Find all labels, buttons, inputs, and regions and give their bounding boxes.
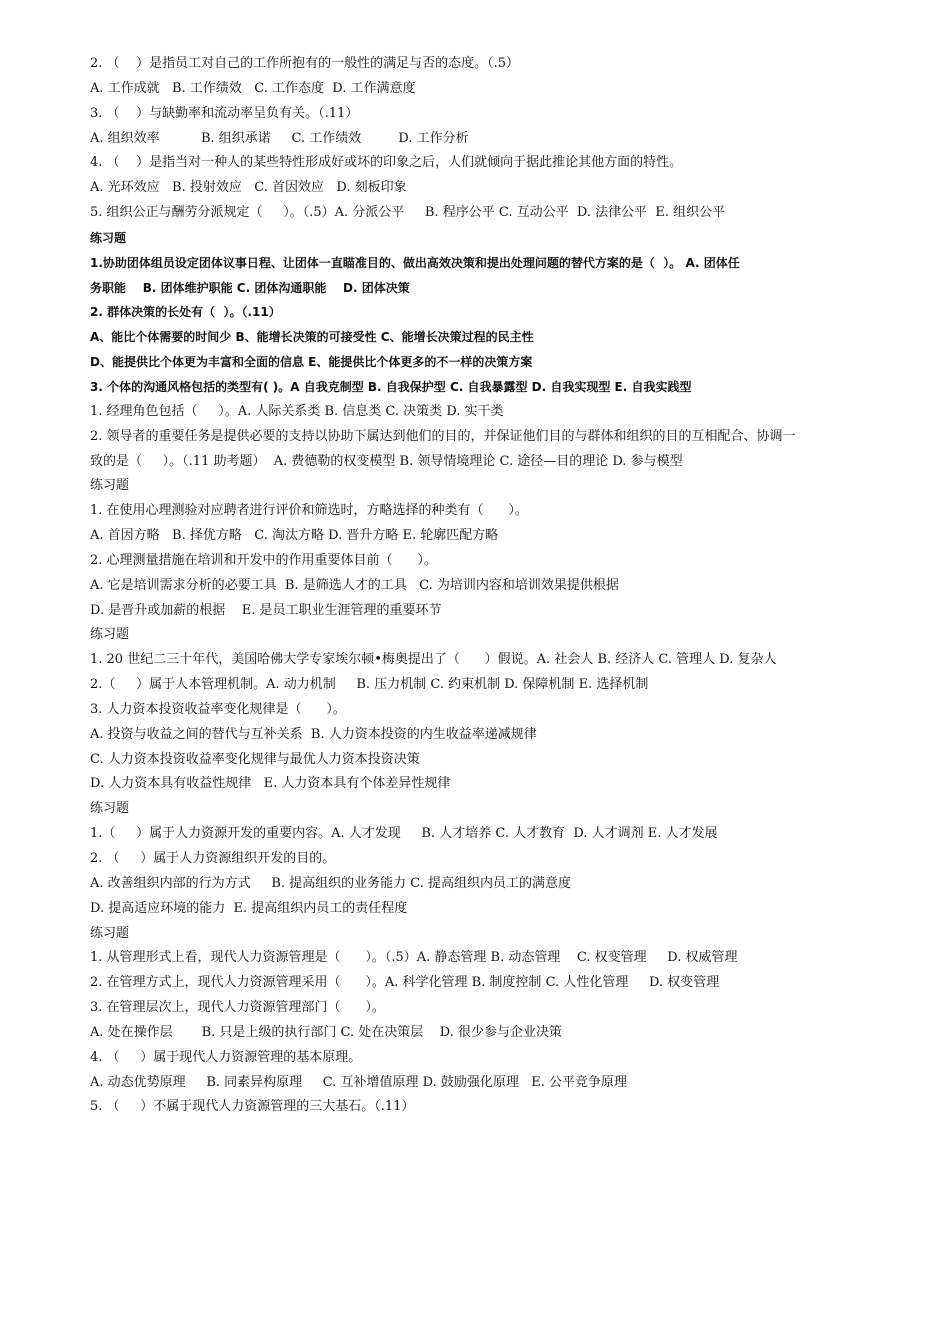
text-line: 1.协助团体组员设定团体议事日程、让团体一直瞄准目的、做出高效决策和提出处理问题的替代方案的是（ ）。 A. 团体任	[90, 255, 740, 270]
section-heading: 练习题	[90, 478, 130, 494]
text-line: 1. 在使用心理测验对应聘者进行评价和筛选时，方略选择的种类有（ ）。	[90, 503, 528, 519]
text-line: 4. （ ）是指当对一种人的某些特性形成好或坏的印象之后，人们就倾向于据此推论其他方面的特性。	[90, 155, 683, 171]
text-line: 1.（ ）属于人力资源开发的重要内容。A. 人才发现 B. 人才培养 C. 人才教育 D. 人才调剂 E. 人才发展	[90, 826, 718, 842]
section-heading: 练习题	[90, 925, 130, 941]
text-line: A. 工作成就 B. 工作绩效 C. 工作态度 D. 工作满意度	[90, 80, 416, 96]
text-line: 2. 心理测量措施在培训和开发中的作用重要体目前（ ）。	[90, 552, 437, 568]
text-line: 2. 在管理方式上，现代人力资源管理采用（ ）。A. 科学化管理 B. 制度控制 C. 人性化管理 D. 权变管理	[90, 975, 720, 991]
text-line: 3. 个体的沟通风格包括的类型有( )。A 自我克制型 B. 自我保护型 C. 自我暴露型 D. 自我实现型 E. 自我实践型	[90, 379, 692, 394]
text-line: 2. 领导者的重要任务是提供必要的支持以协助下属达到他们的目的，并保证他们目的与群体和组织的目的互相配合、协调一	[90, 428, 796, 444]
text-line: 2. （ ）属于人力资源组织开发的目的。	[90, 851, 336, 866]
text-line: D. 提高适应环境的能力 E. 提高组织内员工的责任程度	[90, 900, 408, 916]
text-line: A. 动态优势原理 B. 同素异构原理 C. 互补增值原理 D. 鼓励强化原理 E. 公平竞争原理	[90, 1074, 628, 1090]
section-heading: 练习题	[90, 230, 127, 245]
text-line: A. 投资与收益之间的替代与互补关系 B. 人力资本投资的内生收益率递减规律	[90, 726, 537, 742]
document-body	[90, 52, 890, 1120]
section-heading: 练习题	[90, 627, 130, 643]
text-line: 3. 人力资本投资收益率变化规律是（ ）。	[90, 701, 346, 717]
text-line: 5. 组织公正与酬劳分派规定（ ）。（.5）A. 分派公平 B. 程序公平 C. 互动公平 D. 法律公平 E. 组织公平	[90, 205, 726, 221]
text-line: A. 改善组织内部的行为方式 B. 提高组织的业务能力 C. 提高组织内员工的满意度	[90, 875, 572, 891]
text-line: 4. （ ）属于现代人力资源管理的基本原理。	[90, 1049, 362, 1065]
text-line: C. 人力资本投资收益率变化规律与最优人力资本投资决策	[90, 751, 420, 767]
text-line: A. 处在操作层 B. 只是上级的执行部门 C. 处在决策层 D. 很少参与企业决策	[90, 1024, 563, 1040]
text-line: 2.（ ）属于人本管理机制。A. 动力机制 B. 压力机制 C. 约束机制 D. 保障机制 E. 选择机制	[90, 677, 649, 693]
text-line: A. 首因方略 B. 择优方略 C. 淘汰方略 D. 晋升方略 E. 轮廓匹配方略	[90, 528, 499, 544]
text-line: 3. 在管理层次上，现代人力资源管理部门（ ）。	[90, 1000, 385, 1016]
text-line: 务职能 B. 团体维护职能 C. 团体沟通职能 D. 团体决策	[90, 280, 410, 295]
text-line: 致的是（ ）。（.11 助考题） A. 费德勒的权变模型 B. 领导情境理论 C. 途径—目的理论 D. 参与模型	[90, 453, 683, 469]
text-line: 1. 从管理形式上看，现代人力资源管理是（ ）。（.5）A. 静态管理 B. 动态管理 C. 权变管理 D. 权威管理	[90, 950, 738, 966]
text-line: D. 人力资本具有收益性规律 E. 人力资本具有个体差异性规律	[90, 776, 451, 792]
text-line: A、能比个体需要的时间少 B、能增长决策的可接受性 C、能增长决策过程的民主性	[90, 330, 534, 345]
text-line: A. 它是培训需求分析的必要工具 B. 是筛选人才的工具 C. 为培训内容和培训效果提供根据	[90, 577, 619, 593]
text-line: 2. （ ）是指员工对自己的工作所抱有的一般性的满足与否的态度。（.5）	[90, 56, 519, 71]
text-line: D. 是晋升或加薪的根据 E. 是员工职业生涯管理的重要环节	[90, 602, 442, 618]
text-line: 1. 经理角色包括（ ）。A. 人际关系类 B. 信息类 C. 决策类 D. 实干类	[90, 403, 504, 419]
text-line: A. 组织效率 B. 组织承诺 C. 工作绩效 D. 工作分析	[90, 130, 469, 146]
text-line: D、能提供比个体更为丰富和全面的信息 E、能提供比个体更多的不一样的决策方案	[90, 355, 533, 370]
text-line: 3. （ ）与缺勤率和流动率呈负有关。（.11）	[90, 105, 359, 121]
text-line: 1. 20 世纪二三十年代，美国哈佛大学专家埃尔顿•梅奥提出了（ ）假说。A. 社会人 B. 经济人 C. 管理人 D. 复杂人	[90, 652, 777, 668]
section-heading: 练习题	[90, 801, 130, 817]
text-line: 5. （ ）不属于现代人力资源管理的三大基石。（.11）	[90, 1099, 415, 1115]
text-line: A. 光环效应 B. 投射效应 C. 首因效应 D. 刻板印象	[90, 180, 407, 196]
text-line: 2. 群体决策的长处有（ ）。（.11）	[90, 305, 281, 320]
